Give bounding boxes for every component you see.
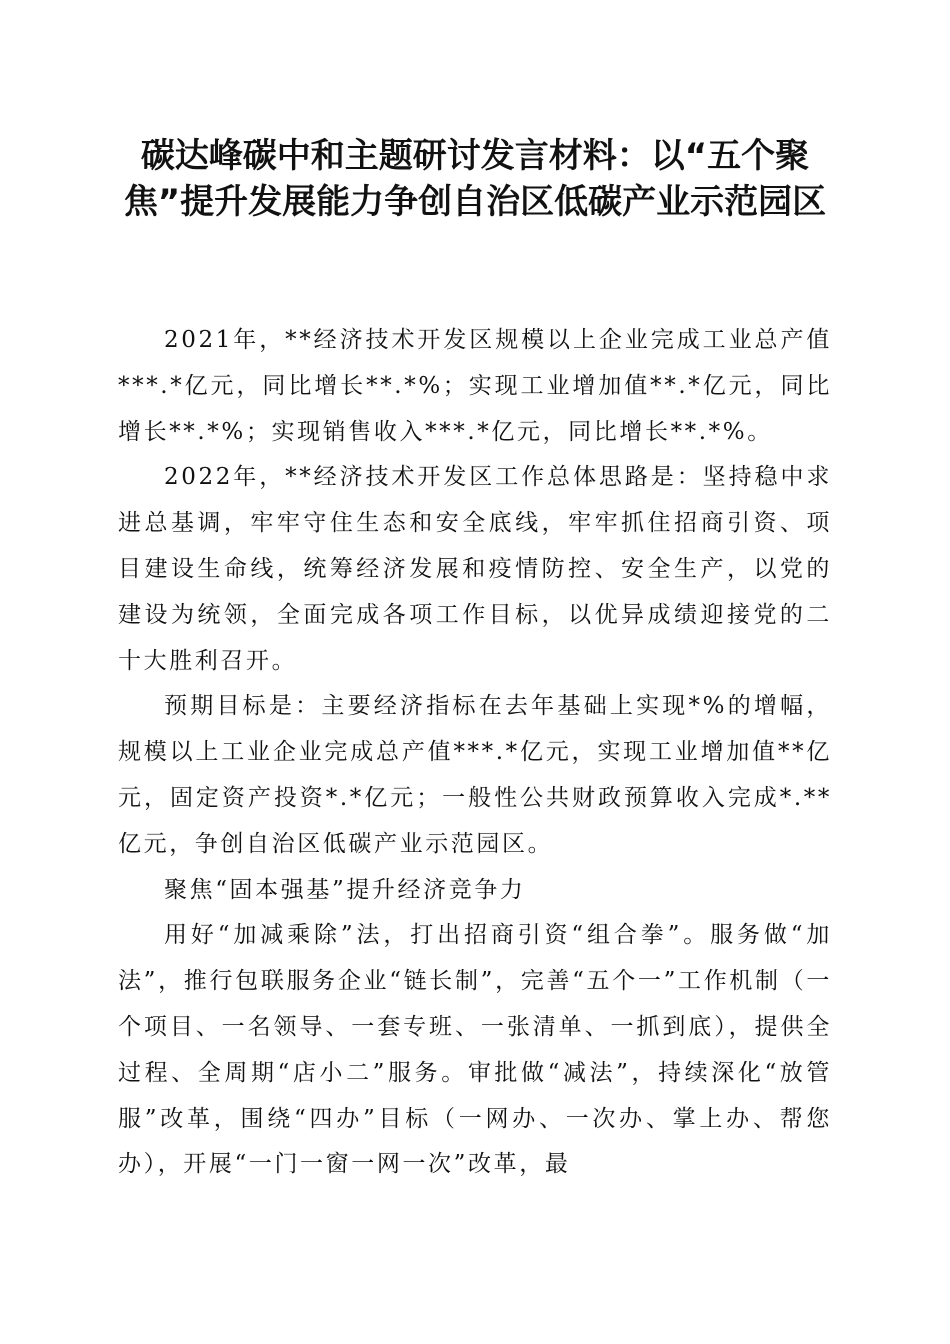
document-title: 碳达峰碳中和主题研讨发言材料：以“五个聚焦”提升发展能力争创自治区低碳产业示范园区	[123, 136, 827, 222]
paragraph-2022-approach: 2022年，**经济技术开发区工作总体思路是：坚持稳中求进总基调，牢牢守住生态和安全底线，牢牢抓住招商引资、项目建设生命线，统筹经济发展和疫情防控、安全生产，以党的建设为统领，全面完成各项工作目标，以优异成绩迎接党的二十大胜利召开。	[118, 464, 832, 674]
paragraph-investment-methods: 用好“加减乘除”法，打出招商引资“组合拳”。服务做“加法”，推行包联服务企业“链长制”，完善“五个一”工作机制（一个项目、一名领导、一套专班、一张清单、一抓到底），提供全过程、全周期“店小二”服务。审批做“减法”，持续深化“放管服”改革，围绕“四办”目标（一网办、一次办、掌上办、帮您办），开展“一门一窗一网一次”改革，最	[118, 922, 832, 1178]
section-heading-foundation: 聚焦“固本强基”提升经济竞争力	[164, 876, 526, 903]
paragraph-expected-goals: 预期目标是：主要经济指标在去年基础上实现*%的增幅，规模以上工业企业完成总产值***.*亿元，实现工业增加值**亿元，固定资产投资*.*亿元；一般性公共财政预算收入完成*.**亿元，争创自治区低碳产业示范园区。	[118, 693, 832, 857]
document-body	[118, 318, 832, 1188]
paragraph-2021-results: 2021年，**经济技术开发区规模以上企业完成工业总产值***.*亿元，同比增长**.*%；实现工业增加值**.*亿元，同比增长**.*%；实现销售收入***.*亿元，同比增长**.*%。	[118, 327, 832, 445]
